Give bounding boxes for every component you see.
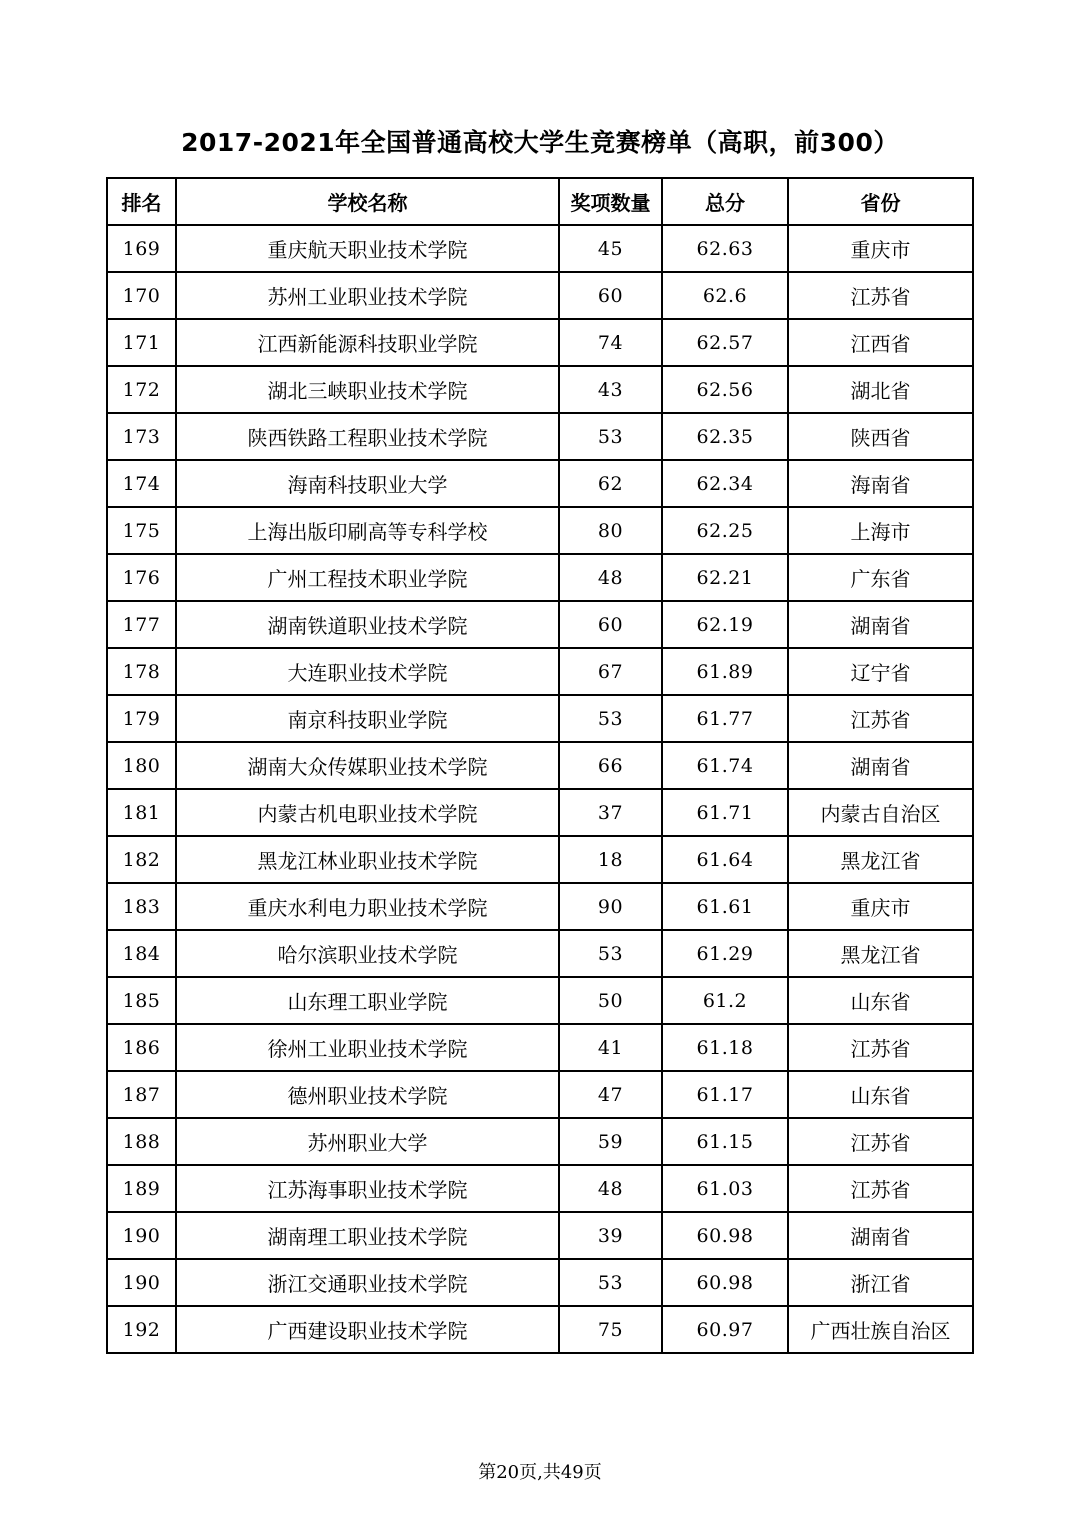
column-header-score: 总分 (662, 178, 788, 225)
awards-count-cell: 62 (559, 460, 662, 507)
rank-cell: 177 (107, 601, 176, 648)
school-name-cell: 内蒙古机电职业技术学院 (176, 789, 559, 836)
school-name-cell: 广西建设职业技术学院 (176, 1306, 559, 1353)
school-name-cell: 黑龙江林业职业技术学院 (176, 836, 559, 883)
total-score-cell: 60.98 (662, 1259, 788, 1306)
school-name-cell: 湖南大众传媒职业技术学院 (176, 742, 559, 789)
rank-cell: 184 (107, 930, 176, 977)
table-row (107, 1306, 973, 1353)
province-cell: 内蒙古自治区 (788, 789, 973, 836)
rank-cell: 180 (107, 742, 176, 789)
province-cell: 广东省 (788, 554, 973, 601)
rank-cell: 189 (107, 1165, 176, 1212)
total-score-cell: 61.2 (662, 977, 788, 1024)
table-row (107, 977, 973, 1024)
awards-count-cell: 48 (559, 554, 662, 601)
awards-count-cell: 75 (559, 1306, 662, 1353)
rank-cell: 179 (107, 695, 176, 742)
rank-cell: 187 (107, 1071, 176, 1118)
rank-cell: 171 (107, 319, 176, 366)
awards-count-cell: 60 (559, 272, 662, 319)
total-score-cell: 62.56 (662, 366, 788, 413)
total-score-cell: 61.71 (662, 789, 788, 836)
total-score-cell: 61.17 (662, 1071, 788, 1118)
rank-cell: 190 (107, 1212, 176, 1259)
table-row (107, 742, 973, 789)
province-cell: 江苏省 (788, 272, 973, 319)
school-name-cell: 江苏海事职业技术学院 (176, 1165, 559, 1212)
table-row (107, 789, 973, 836)
total-score-cell: 61.03 (662, 1165, 788, 1212)
school-name-cell: 江西新能源科技职业学院 (176, 319, 559, 366)
total-score-cell: 61.64 (662, 836, 788, 883)
school-name-cell: 苏州工业职业技术学院 (176, 272, 559, 319)
awards-count-cell: 66 (559, 742, 662, 789)
school-name-cell: 南京科技职业学院 (176, 695, 559, 742)
school-name-cell: 湖南铁道职业技术学院 (176, 601, 559, 648)
total-score-cell: 62.21 (662, 554, 788, 601)
province-cell: 重庆市 (788, 225, 973, 272)
rank-cell: 185 (107, 977, 176, 1024)
total-score-cell: 61.18 (662, 1024, 788, 1071)
total-score-cell: 62.19 (662, 601, 788, 648)
table-row (107, 1212, 973, 1259)
rank-cell: 192 (107, 1306, 176, 1353)
table-row (107, 554, 973, 601)
rank-cell: 174 (107, 460, 176, 507)
province-cell: 陕西省 (788, 413, 973, 460)
province-cell: 湖北省 (788, 366, 973, 413)
table-row (107, 1071, 973, 1118)
table-row (107, 1259, 973, 1306)
rank-cell: 182 (107, 836, 176, 883)
province-cell: 山东省 (788, 977, 973, 1024)
school-name-cell: 山东理工职业学院 (176, 977, 559, 1024)
total-score-cell: 60.97 (662, 1306, 788, 1353)
awards-count-cell: 43 (559, 366, 662, 413)
school-name-cell: 德州职业技术学院 (176, 1071, 559, 1118)
rank-cell: 183 (107, 883, 176, 930)
awards-count-cell: 90 (559, 883, 662, 930)
school-name-cell: 苏州职业大学 (176, 1118, 559, 1165)
ranking-table (106, 177, 974, 1354)
province-cell: 江西省 (788, 319, 973, 366)
total-score-cell: 62.63 (662, 225, 788, 272)
table-row (107, 601, 973, 648)
table-row (107, 272, 973, 319)
awards-count-cell: 48 (559, 1165, 662, 1212)
rank-cell: 190 (107, 1259, 176, 1306)
column-header-awards: 奖项数量 (559, 178, 662, 225)
province-cell: 山东省 (788, 1071, 973, 1118)
province-cell: 黑龙江省 (788, 836, 973, 883)
province-cell: 湖南省 (788, 1212, 973, 1259)
awards-count-cell: 18 (559, 836, 662, 883)
table-body (107, 225, 973, 1353)
province-cell: 浙江省 (788, 1259, 973, 1306)
rank-cell: 170 (107, 272, 176, 319)
school-name-cell: 重庆航天职业技术学院 (176, 225, 559, 272)
awards-count-cell: 60 (559, 601, 662, 648)
total-score-cell: 61.15 (662, 1118, 788, 1165)
rank-cell: 178 (107, 648, 176, 695)
awards-count-cell: 59 (559, 1118, 662, 1165)
total-score-cell: 61.89 (662, 648, 788, 695)
table-row (107, 883, 973, 930)
province-cell: 江苏省 (788, 695, 973, 742)
school-name-cell: 广州工程技术职业学院 (176, 554, 559, 601)
school-name-cell: 海南科技职业大学 (176, 460, 559, 507)
awards-count-cell: 53 (559, 930, 662, 977)
school-name-cell: 湖北三峡职业技术学院 (176, 366, 559, 413)
school-name-cell: 大连职业技术学院 (176, 648, 559, 695)
table-row (107, 1024, 973, 1071)
rank-cell: 181 (107, 789, 176, 836)
table-row (107, 930, 973, 977)
school-name-cell: 陕西铁路工程职业技术学院 (176, 413, 559, 460)
province-cell: 江苏省 (788, 1024, 973, 1071)
total-score-cell: 61.77 (662, 695, 788, 742)
rank-cell: 186 (107, 1024, 176, 1071)
total-score-cell: 60.98 (662, 1212, 788, 1259)
rank-cell: 175 (107, 507, 176, 554)
table-row (107, 1118, 973, 1165)
column-header-province: 省份 (788, 178, 973, 225)
table-row (107, 366, 973, 413)
awards-count-cell: 67 (559, 648, 662, 695)
school-name-cell: 湖南理工职业技术学院 (176, 1212, 559, 1259)
total-score-cell: 61.61 (662, 883, 788, 930)
page-footer: 第20页,共49页 (478, 1462, 602, 1483)
rank-cell: 176 (107, 554, 176, 601)
awards-count-cell: 37 (559, 789, 662, 836)
awards-count-cell: 53 (559, 695, 662, 742)
province-cell: 湖南省 (788, 601, 973, 648)
column-header-school: 学校名称 (176, 178, 559, 225)
school-name-cell: 上海出版印刷高等专科学校 (176, 507, 559, 554)
table-row (107, 413, 973, 460)
province-cell: 黑龙江省 (788, 930, 973, 977)
awards-count-cell: 39 (559, 1212, 662, 1259)
rank-cell: 172 (107, 366, 176, 413)
awards-count-cell: 45 (559, 225, 662, 272)
province-cell: 江苏省 (788, 1165, 973, 1212)
school-name-cell: 哈尔滨职业技术学院 (176, 930, 559, 977)
awards-count-cell: 53 (559, 413, 662, 460)
awards-count-cell: 80 (559, 507, 662, 554)
table-header-row (107, 178, 973, 225)
rank-cell: 173 (107, 413, 176, 460)
province-cell: 海南省 (788, 460, 973, 507)
province-cell: 辽宁省 (788, 648, 973, 695)
table-row (107, 1165, 973, 1212)
table-row (107, 648, 973, 695)
province-cell: 上海市 (788, 507, 973, 554)
province-cell: 江苏省 (788, 1118, 973, 1165)
table-row (107, 507, 973, 554)
table-row (107, 319, 973, 366)
column-header-rank: 排名 (107, 178, 176, 225)
table-row (107, 836, 973, 883)
total-score-cell: 61.29 (662, 930, 788, 977)
rank-cell: 169 (107, 225, 176, 272)
awards-count-cell: 47 (559, 1071, 662, 1118)
province-cell: 广西壮族自治区 (788, 1306, 973, 1353)
awards-count-cell: 74 (559, 319, 662, 366)
rank-cell: 188 (107, 1118, 176, 1165)
total-score-cell: 62.34 (662, 460, 788, 507)
school-name-cell: 重庆水利电力职业技术学院 (176, 883, 559, 930)
total-score-cell: 61.74 (662, 742, 788, 789)
total-score-cell: 62.6 (662, 272, 788, 319)
page-title: 2017-2021年全国普通高校大学生竞赛榜单（高职，前300） (181, 128, 899, 157)
awards-count-cell: 53 (559, 1259, 662, 1306)
total-score-cell: 62.35 (662, 413, 788, 460)
awards-count-cell: 50 (559, 977, 662, 1024)
table-row (107, 460, 973, 507)
school-name-cell: 徐州工业职业技术学院 (176, 1024, 559, 1071)
total-score-cell: 62.25 (662, 507, 788, 554)
awards-count-cell: 41 (559, 1024, 662, 1071)
table-row (107, 695, 973, 742)
province-cell: 重庆市 (788, 883, 973, 930)
province-cell: 湖南省 (788, 742, 973, 789)
school-name-cell: 浙江交通职业技术学院 (176, 1259, 559, 1306)
total-score-cell: 62.57 (662, 319, 788, 366)
table-row (107, 225, 973, 272)
